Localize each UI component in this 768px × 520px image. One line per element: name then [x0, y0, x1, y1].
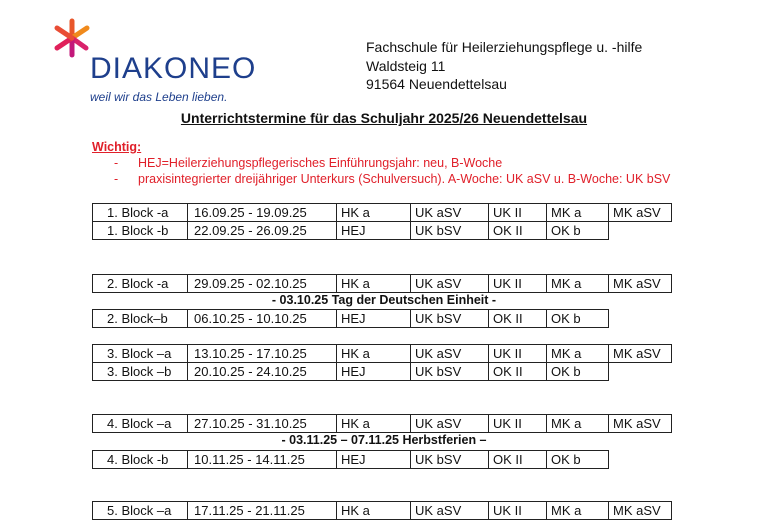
block-cell: 4. Block –a	[92, 414, 188, 433]
table-row	[93, 275, 672, 293]
note-text: HEJ=Heilerziehungspflegerisches Einführungsjahr: neu, B-Woche	[138, 156, 503, 170]
address-line-2: Waldsteig 11	[366, 57, 446, 74]
class-cell: UK II	[488, 203, 547, 222]
class-cell: HEJ	[336, 362, 411, 381]
class-cell: UK aSV	[410, 203, 489, 222]
logo-star-icon	[52, 18, 92, 58]
diakoneo-logo	[52, 18, 257, 104]
class-cell: MK a	[546, 501, 609, 520]
class-cell: OK b	[546, 362, 609, 381]
class-cell: UK bSV	[410, 309, 489, 328]
class-cell: UK aSV	[410, 344, 489, 363]
note-dash: -	[114, 156, 119, 170]
block-cell: 2. Block–b	[92, 309, 188, 328]
dates-cell: 16.09.25 - 19.09.25	[187, 203, 337, 222]
class-cell: UK bSV	[410, 450, 489, 469]
block-cell: 3. Block –a	[92, 344, 188, 363]
table-row	[93, 451, 609, 469]
class-cell: MK a	[546, 203, 609, 222]
block-cell: 3. Block –b	[92, 362, 188, 381]
table-row	[93, 502, 672, 520]
class-cell: HEJ	[336, 450, 411, 469]
table-row	[93, 222, 609, 240]
block-cell: 4. Block -b	[92, 450, 188, 469]
block-cell: 5. Block –a	[92, 501, 188, 520]
address-line-3: 91564 Neuendettelsau	[366, 76, 507, 92]
dates-cell: 20.10.25 - 24.10.25	[187, 362, 337, 381]
class-cell: MK aSV	[608, 501, 672, 520]
table-row	[93, 415, 672, 433]
class-cell: OK II	[488, 309, 547, 328]
class-cell: UK bSV	[410, 221, 489, 240]
page-title: Unterrichtstermine für das Schuljahr 2025/26 Neuendettelsau	[180, 110, 588, 126]
dates-cell: 29.09.25 - 02.10.25	[187, 274, 337, 293]
class-cell: MK aSV	[608, 344, 672, 363]
class-cell: UK aSV	[410, 414, 489, 433]
block-cell: 2. Block -a	[92, 274, 188, 293]
class-cell: HK a	[336, 414, 411, 433]
class-cell: OK b	[546, 309, 609, 328]
class-cell: UK aSV	[410, 501, 489, 520]
note-text: praxisintegrierter dreijähriger Unterkurs (Schulversuch). A-Woche: UK aSV u. B-Woche: UK bSV	[138, 171, 671, 186]
class-cell: UK II	[488, 344, 547, 363]
dates-cell: 10.11.25 - 14.11.25	[187, 450, 337, 469]
important-notes	[92, 140, 670, 187]
class-cell: HK a	[336, 501, 411, 520]
table-row	[93, 310, 609, 328]
dates-cell: 22.09.25 - 26.09.25	[187, 221, 337, 240]
logo-wordmark: DIAKONEO	[90, 52, 257, 85]
school-address	[366, 38, 642, 94]
class-cell: MK aSV	[608, 414, 672, 433]
class-cell: UK II	[488, 414, 547, 433]
class-cell: UK aSV	[410, 274, 489, 293]
class-cell: OK II	[488, 450, 547, 469]
block-cell: 1. Block -b	[92, 221, 188, 240]
table-row	[93, 204, 672, 222]
note-dash: -	[114, 171, 119, 186]
table-row	[93, 363, 609, 381]
note-item	[92, 172, 670, 188]
class-cell: OK b	[546, 450, 609, 469]
dates-cell: 06.10.25 - 10.10.25	[187, 309, 337, 328]
class-cell: MK aSV	[608, 274, 672, 293]
class-cell: HK a	[336, 344, 411, 363]
dates-cell: 13.10.25 - 17.10.25	[187, 344, 337, 363]
class-cell: MK aSV	[608, 203, 672, 222]
class-cell: HEJ	[336, 221, 411, 240]
holiday-note: - 03.11.25 – 07.11.25 Herbstferien –	[281, 433, 487, 447]
table-row	[93, 345, 672, 363]
dates-cell: 17.11.25 - 21.11.25	[187, 501, 337, 520]
logo-tagline: weil wir das Leben lieben.	[90, 90, 228, 104]
class-cell: MK a	[546, 344, 609, 363]
class-cell: UK II	[488, 501, 547, 520]
class-cell: HK a	[336, 203, 411, 222]
notes-heading: Wichtig:	[92, 140, 142, 154]
class-cell: HEJ	[336, 309, 411, 328]
class-cell: MK a	[546, 274, 609, 293]
holiday-note: - 03.10.25 Tag der Deutschen Einheit -	[271, 293, 497, 307]
address-line-1: Fachschule für Heilerziehungspflege u. -hilfe	[366, 39, 643, 55]
class-cell: OK II	[488, 362, 547, 381]
class-cell: OK b	[546, 221, 609, 240]
class-cell: OK II	[488, 221, 547, 240]
class-cell: UK bSV	[410, 362, 489, 381]
block-cell: 1. Block -a	[92, 203, 188, 222]
class-cell: MK a	[546, 414, 609, 433]
class-cell: UK II	[488, 274, 547, 293]
dates-cell: 27.10.25 - 31.10.25	[187, 414, 337, 433]
class-cell: HK a	[336, 274, 411, 293]
note-item	[92, 156, 670, 172]
